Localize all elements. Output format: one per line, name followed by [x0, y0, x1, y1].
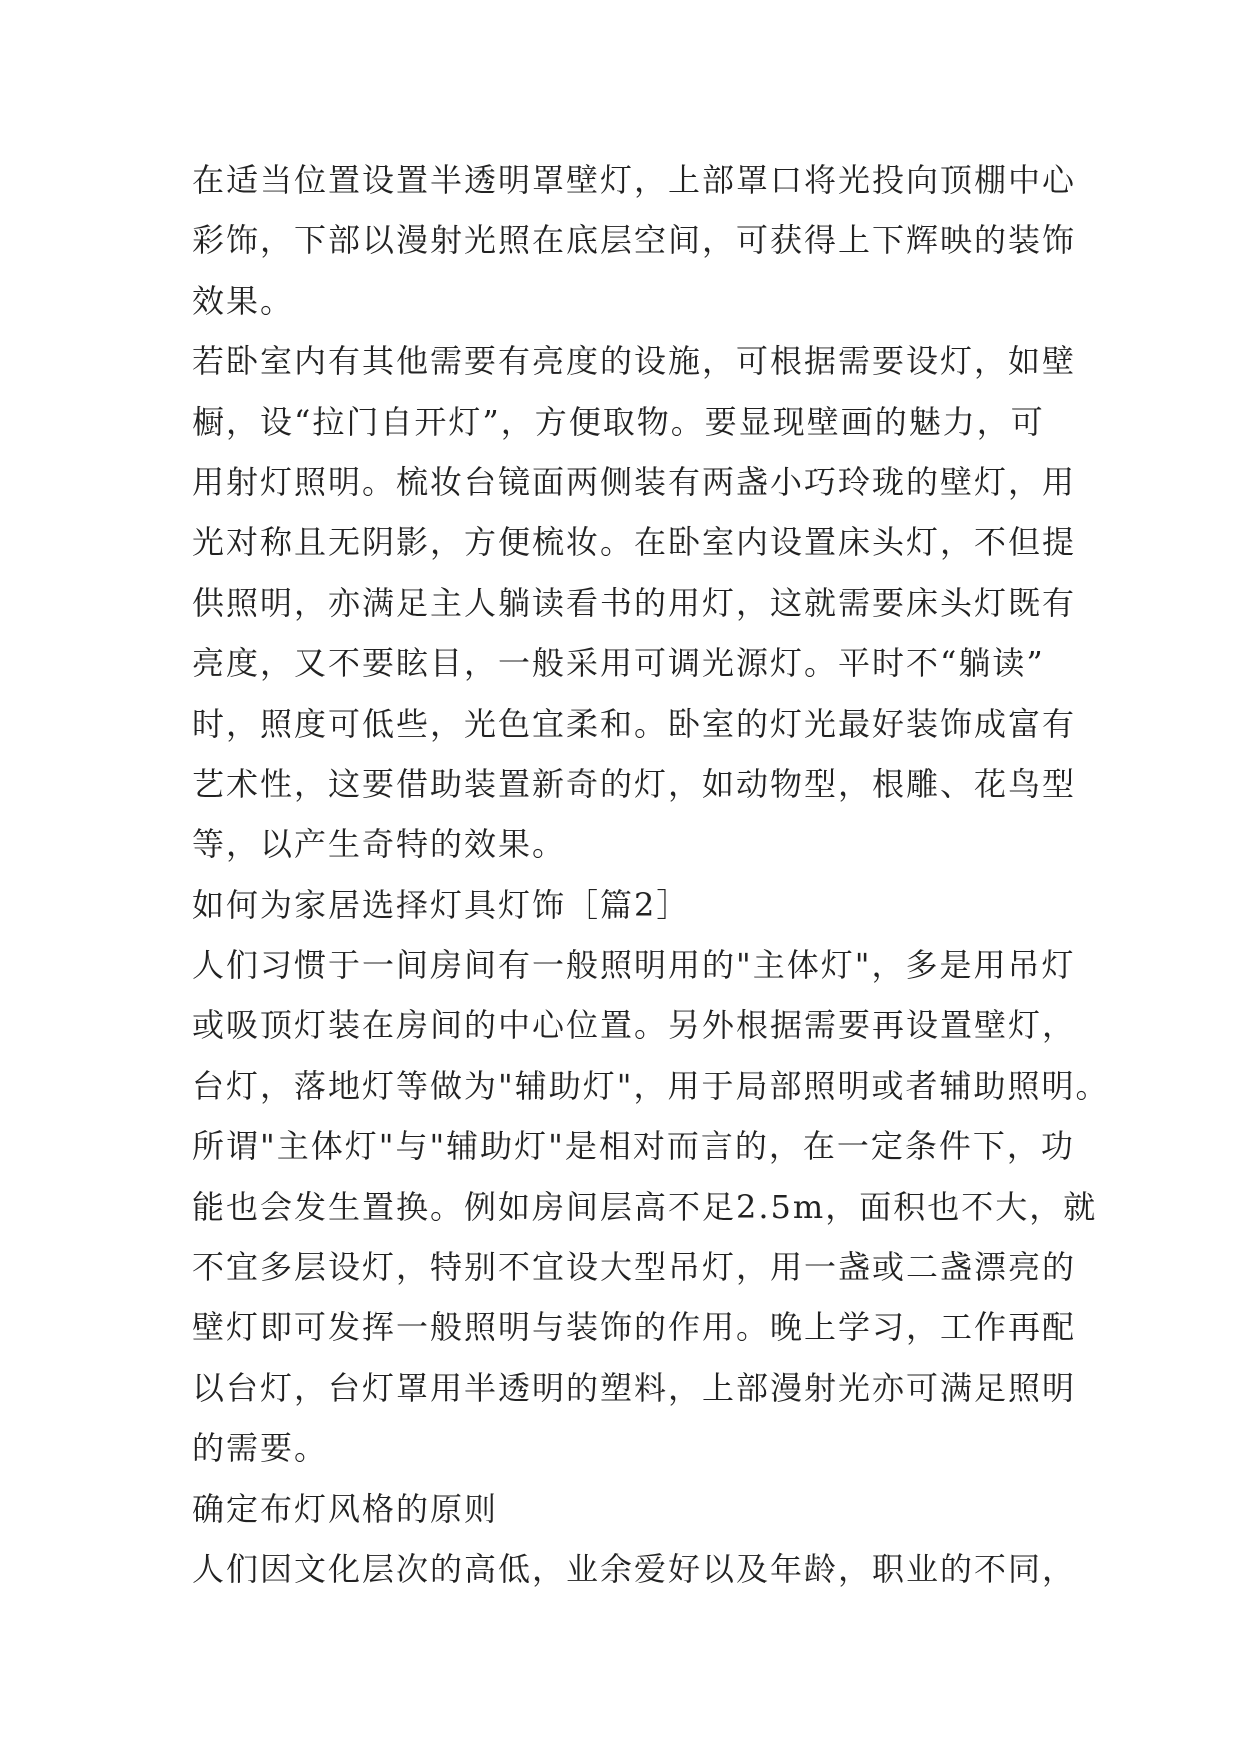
text-line: 亮度，又不要眩目，一般采用可调光源灯。平时不“躺读” [192, 644, 1045, 683]
text-line: 供照明，亦满足主人躺读看书的用灯，这就需要床头灯既有 [192, 583, 1077, 622]
text-line: 艺术性，这要借助装置新奇的灯，如动物型，根雕、花鸟型 [192, 764, 1077, 803]
text-line: 人们习惯于一间房间有一般照明用的"主体灯"，多是用吊灯 [192, 946, 1076, 985]
section-heading: 确定布灯风格的原则 [192, 1489, 499, 1528]
text-line: 或吸顶灯装在房间的中心位置。另外根据需要再设置壁灯， [192, 1006, 1077, 1045]
text-line: 时，照度可低些，光色宜柔和。卧室的灯光最好装饰成富有 [192, 704, 1077, 743]
text-line: 台灯，落地灯等做为"辅助灯"，用于局部照明或者辅助照明。 [192, 1066, 1110, 1105]
section-heading: 如何为家居选择灯具灯饰［篇2］ [192, 885, 691, 924]
text-line: 用射灯照明。梳妆台镜面两侧装有两盏小巧玲珑的壁灯，用 [192, 462, 1077, 501]
text-line: 等，以产生奇特的效果。 [192, 825, 567, 864]
text-line: 能也会发生置换。例如房间层高不足2.5m，面积也不大，就 [192, 1187, 1098, 1226]
text-line: 彩饰，下部以漫射光照在底层空间，可获得上下辉映的装饰 [192, 221, 1077, 260]
text-line: 若卧室内有其他需要有亮度的设施，可根据需要设灯，如壁 [192, 342, 1077, 381]
text-line: 橱，设“拉门自开灯”，方便取物。要显现壁画的魅力，可 [192, 402, 1045, 441]
text-line: 以台灯，台灯罩用半透明的塑料，上部漫射光亦可满足照明 [192, 1368, 1077, 1407]
text-line: 人们因文化层次的高低，业余爱好以及年龄，职业的不同， [192, 1549, 1077, 1588]
text-line: 不宜多层设灯，特别不宜设大型吊灯，用一盏或二盏漂亮的 [192, 1248, 1077, 1287]
text-line: 所谓"主体灯"与"辅助灯"是相对而言的，在一定条件下，功 [192, 1127, 1075, 1166]
text-line: 壁灯即可发挥一般照明与装饰的作用。晚上学习，工作再配 [192, 1308, 1077, 1347]
text-line: 效果。 [192, 281, 295, 320]
body-text [192, 150, 1110, 1599]
text-line: 光对称且无阴影，方便梳妆。在卧室内设置床头灯，不但提 [192, 523, 1077, 562]
text-line: 在适当位置设置半透明罩壁灯，上部罩口将光投向顶棚中心 [192, 161, 1077, 199]
text-line: 的需要。 [192, 1429, 329, 1468]
